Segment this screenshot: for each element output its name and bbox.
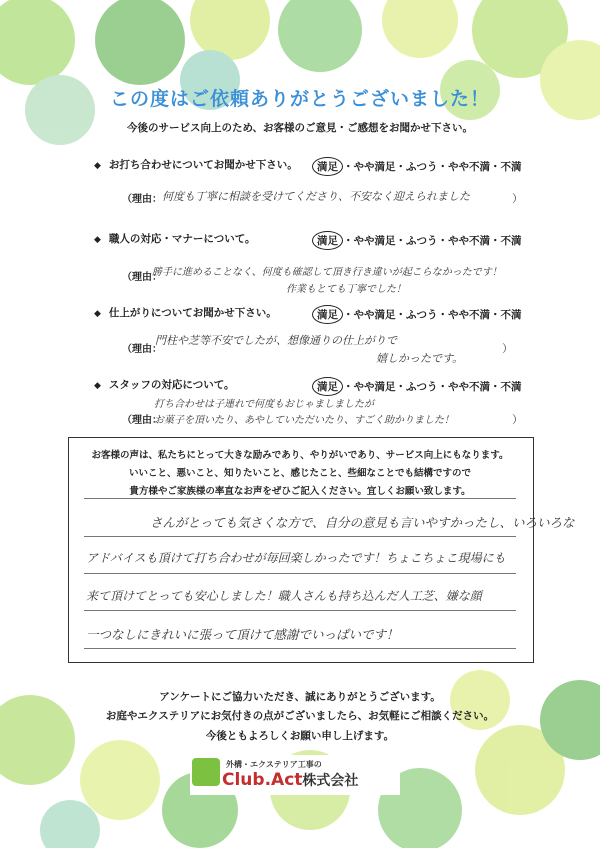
ruled-line — [84, 610, 516, 611]
answer-2a: 勝手に進めることなく、何度も確認して頂き行き違いが起こらなかったです！ — [152, 267, 502, 278]
ruled-line — [84, 648, 516, 649]
diamond-icon: ◆ — [94, 235, 101, 245]
diamond-icon: ◆ — [94, 381, 101, 391]
question-2: ◆ 職人の対応・マナーについて。 — [94, 233, 256, 245]
reason-label-1: （理由： — [122, 194, 162, 205]
rating-scale-2: 満足 ・やや満足・ふつう・やや不満・不満 — [316, 231, 522, 250]
logo-icon — [192, 758, 220, 786]
question-3: ◆ 仕上がりについてお聞かせ下さい。 — [94, 307, 277, 319]
answer-4b: お菓子を頂いたり、あやしていただいたり、すごく助かりました！ — [154, 415, 454, 426]
page-title: この度はご依頼ありがとうございました！ — [109, 88, 490, 110]
page-subtitle: 今後のサービス向上のため、お客様のご意見・ご感想をお聞かせ下さい。 — [126, 122, 474, 134]
rating-scale-4: 満足 ・やや満足・ふつう・やや不満・不満 — [316, 377, 522, 396]
diamond-icon: ◆ — [94, 309, 101, 319]
diamond-icon: ◆ — [94, 161, 101, 171]
answer-3b: 嬉しかったです。 — [376, 352, 464, 365]
box-intro-1: お客様の声は、私たちにとって大きな励みであり、やりがいであり、サービス向上にもなります。 — [91, 450, 509, 461]
selected-rating: 満足 — [312, 305, 343, 324]
answer-3a: 門柱や芝等不安でしたが、想像通りの仕上がりで — [155, 334, 397, 347]
comment-line-2: アドバイスも頂けて打ち合わせが毎回楽しかったです！ちょこちょこ現場にも — [86, 551, 506, 565]
footer-line-1: アンケートにご協力いただき、誠にありがとうございます。 — [159, 691, 441, 703]
box-intro-2: いいこと、悪いこと、知りたいこと、感じたこと、些細なことでも結構ですので — [128, 468, 471, 479]
comment-line-3: 来て頂けてとっても安心しました！職人さんも持ち込んだ人工芝、嫌な顔 — [86, 589, 482, 603]
rating-scale-1: 満足 ・やや満足・ふつう・やや不満・不満 — [316, 157, 522, 176]
answer-4a: 打ち合わせは子連れで何度もおじゃましましたが — [154, 399, 374, 410]
logo-tagline: 外構・エクステリア工事の — [226, 760, 322, 769]
paren-3: ） — [502, 342, 513, 355]
question-4: ◆ スタッフの対応について。 — [94, 379, 235, 391]
selected-rating: 満足 — [312, 231, 343, 250]
comment-line-1: さんがとっても気さくな方で、自分の意見も言いやすかったし、いろいろな — [150, 515, 575, 530]
selected-rating: 満足 — [312, 157, 343, 176]
reason-label-4: （理由： — [122, 415, 162, 426]
footer-line-2: お庭やエクステリアにお気付きの点がございましたら、お気軽にご相談ください。 — [105, 710, 495, 722]
ruled-line — [84, 573, 516, 574]
ruled-line — [84, 536, 516, 537]
rating-scale-3: 満足 ・やや満足・ふつう・やや不満・不満 — [316, 305, 522, 324]
paren-1: ） — [512, 192, 523, 205]
answer-2b: 作業もとても丁寧でした！ — [286, 284, 406, 295]
selected-rating: 満足 — [312, 377, 343, 396]
box-intro-3: 貴方様やご家族様の率直なお声をぜひご記入ください。宜しくお願い致します。 — [129, 486, 471, 497]
ruled-line — [84, 498, 516, 499]
logo-name: Club.Act株式会社 — [222, 770, 359, 790]
reason-label-3: （理由： — [122, 344, 162, 355]
comment-line-4: 一つなしにきれいに張って頂けて感謝でいっぱいです！ — [86, 627, 399, 642]
answer-1: 何度も丁寧に相談を受けてくださり、不安なく迎えられました — [162, 190, 470, 203]
paren-4: ） — [512, 413, 523, 426]
footer-line-3: 今後ともよろしくお願い申し上げます。 — [205, 730, 395, 742]
reason-label-2: （理由： — [122, 272, 162, 283]
question-1: ◆ お打ち合わせについてお聞かせ下さい。 — [94, 159, 298, 171]
